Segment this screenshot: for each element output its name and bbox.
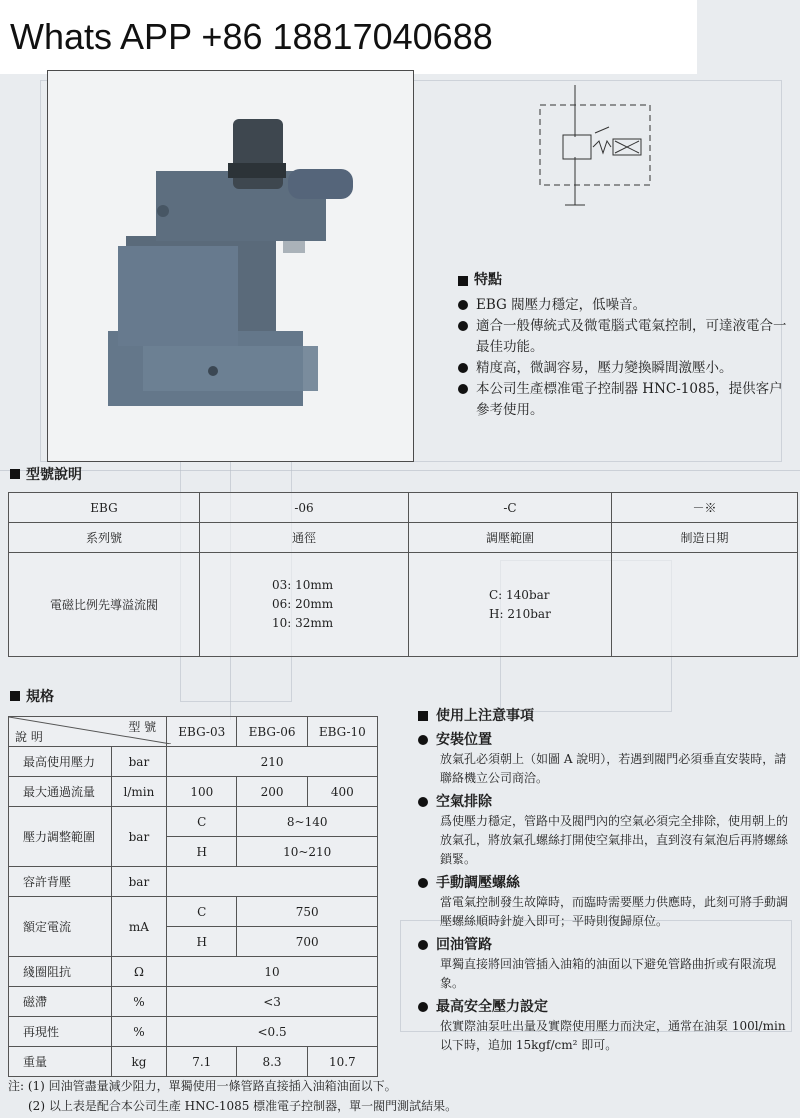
bullet-icon [418, 735, 428, 745]
spec-value: <3 [167, 987, 378, 1017]
square-bullet-icon [418, 711, 428, 721]
spec-value: 210 [167, 747, 378, 777]
spec-value: 8~140 [237, 807, 378, 837]
model-size-value: 06: 20mm [272, 597, 334, 611]
note-heading [418, 792, 790, 812]
spec-unit: mA [111, 897, 166, 957]
spec-sub-label: H [167, 927, 237, 957]
note-body: 放氣孔必須朝上（如圖 A 說明），若遇到閥門必須垂直安裝時，請聯絡機立公司商洽。 [440, 752, 787, 785]
model-size-values [200, 553, 409, 657]
note-body: 依實際油泵吐出量及實際使用壓力而決定，通常在油泵 100l/min 以下時，追加 15kgf/cm² 即可。 [440, 1019, 786, 1052]
notes-heading [418, 706, 790, 726]
valve-illustration [48, 71, 413, 461]
features-heading [458, 270, 788, 291]
spec-value: 10.7 [307, 1047, 377, 1077]
spec-unit: Ω [111, 957, 166, 987]
hydraulic-symbol [535, 85, 655, 210]
watermark-banner: Whats APP +86 18817040688 [0, 0, 697, 74]
spec-label: 再現性 [9, 1017, 112, 1047]
note-title: 手動調壓螺絲 [436, 875, 520, 891]
square-bullet-icon [10, 469, 20, 479]
feature-text: 本公司生產標准電子控制器 HNC-1085，提供客户參考使用。 [476, 381, 783, 418]
features-section [458, 270, 788, 421]
spec-label: 綫圈阻抗 [9, 957, 112, 987]
spec-value: 200 [237, 777, 307, 807]
spec-label: 磁滯 [9, 987, 112, 1017]
spec-unit: % [111, 987, 166, 1017]
bullet-icon [458, 321, 468, 331]
footnotes [8, 1076, 457, 1116]
model-range-value: C: 140bar [489, 587, 550, 602]
bullet-icon [418, 878, 428, 888]
note-body: 單獨直接將回油管插入油箱的油面以下避免管路曲折或有限流現象。 [440, 957, 777, 990]
model-header: 通徑 [200, 523, 409, 553]
bullet-icon [458, 300, 468, 310]
model-size-value: 10: 32mm [272, 616, 334, 630]
spec-unit: bar [111, 867, 166, 897]
square-bullet-icon [458, 276, 468, 286]
spec-label: 額定電流 [9, 897, 112, 957]
spec-value: 8.3 [237, 1047, 307, 1077]
feature-item [458, 358, 788, 379]
model-title: 型號說明 [26, 467, 82, 483]
spec-value: 700 [237, 927, 378, 957]
model-code: -C [409, 493, 612, 523]
model-range-values [409, 553, 612, 657]
note-body: 當電氣控制發生故障時，而臨時需要壓力供應時，此刻可將手動調壓螺絲順時針旋入即可；平時則復歸原位。 [440, 895, 789, 928]
feature-text: 精度高，微調容易，壓力變換瞬間激壓小。 [476, 360, 733, 376]
bullet-icon [418, 940, 428, 950]
spec-model-header: EBG-03 [167, 717, 237, 747]
bullet-icon [418, 797, 428, 807]
note-heading [418, 997, 790, 1017]
spec-value: 7.1 [167, 1047, 237, 1077]
spec-label: 重量 [9, 1047, 112, 1077]
note-title: 最高安全壓力設定 [436, 999, 548, 1015]
spec-heading [10, 686, 54, 706]
model-header: 制造日期 [612, 523, 798, 553]
feature-item [458, 379, 788, 421]
spec-unit: l/min [111, 777, 166, 807]
notes-title: 使用上注意事項 [436, 708, 534, 724]
spec-table [8, 716, 378, 1077]
spec-value: 750 [237, 897, 378, 927]
notes-section [418, 706, 790, 1055]
spec-label: 容許背壓 [9, 867, 112, 897]
footnote-line: 注: (1) 回油管盡量減少阻力，單獨使用一條管路直接插入油箱油面以下。 [8, 1079, 397, 1093]
note-title: 回油管路 [436, 937, 492, 953]
model-code: EBG [9, 493, 200, 523]
note-heading [418, 873, 790, 893]
spec-unit: kg [111, 1047, 166, 1077]
model-code: -06 [200, 493, 409, 523]
square-bullet-icon [10, 691, 20, 701]
feature-text: 適合一般傳統式及微電腦式電氣控制，可達液電合一最佳功能。 [476, 318, 787, 355]
spec-label: 最大通過流量 [9, 777, 112, 807]
model-date-value [612, 553, 798, 657]
spec-label: 最高使用壓力 [9, 747, 112, 777]
note-heading [418, 730, 790, 750]
feature-text: EBG 閥壓力穩定，低噪音。 [476, 297, 647, 313]
model-header: 調壓範圍 [409, 523, 612, 553]
note-title: 空氣排除 [436, 794, 492, 810]
model-size-value: 03: 10mm [272, 578, 334, 592]
note-title: 安裝位置 [436, 732, 492, 748]
model-series-value: 電磁比例先導溢流閥 [9, 553, 200, 657]
spec-unit: bar [111, 807, 166, 867]
spec-sub-label: H [167, 837, 237, 867]
model-heading [10, 464, 82, 484]
bullet-icon [458, 384, 468, 394]
bullet-icon [418, 1002, 428, 1012]
spec-sub-label: C [167, 897, 237, 927]
model-header: 系列號 [9, 523, 200, 553]
feature-item [458, 316, 788, 358]
model-code: －※ [612, 493, 798, 523]
spec-header-type: 型 號 [128, 720, 157, 734]
spec-model-header: EBG-06 [237, 717, 307, 747]
spec-label: 壓力調整範圍 [9, 807, 112, 867]
model-range-value: H: 210bar [489, 606, 551, 621]
spec-unit: bar [111, 747, 166, 777]
bullet-icon [458, 363, 468, 373]
spec-title: 規格 [26, 689, 54, 705]
model-table [8, 492, 798, 657]
product-photo [47, 70, 414, 462]
spec-unit: % [111, 1017, 166, 1047]
spec-header-desc: 說 明 [15, 730, 43, 744]
spec-sub-label: C [167, 807, 237, 837]
spec-model-header: EBG-10 [307, 717, 377, 747]
spec-corner-cell [9, 717, 167, 747]
spec-value [167, 867, 378, 897]
spec-value: <0.5 [167, 1017, 378, 1047]
note-heading [418, 935, 790, 955]
spec-value: 10 [167, 957, 378, 987]
note-body: 爲使壓力穩定，管路中及閥門內的空氣必須完全排除，使用朝上的放氣孔，將放氣孔螺絲打開使空氣排出，直到沒有氣泡后再將螺絲鎖緊。 [440, 814, 789, 866]
spec-value: 100 [167, 777, 237, 807]
background-drawing-line [0, 470, 800, 471]
spec-value: 400 [307, 777, 377, 807]
spec-value: 10~210 [237, 837, 378, 867]
footnote-line: (2) 以上表是配合本公司生產 HNC-1085 標准電子控制器，單一閥門測試結果。 [28, 1099, 458, 1113]
feature-item [458, 295, 788, 316]
features-title: 特點 [474, 272, 502, 288]
